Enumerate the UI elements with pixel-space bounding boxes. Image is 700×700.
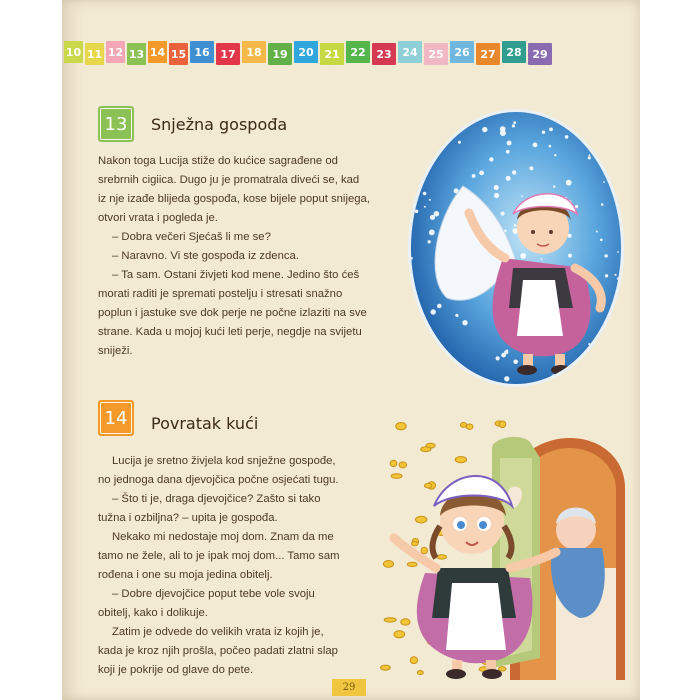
- snowflake: [575, 205, 578, 208]
- snowflake: [435, 148, 438, 151]
- snowflake: [435, 153, 437, 155]
- snowflake: [512, 124, 515, 127]
- snowflake: [521, 195, 523, 197]
- snowflake: [482, 127, 487, 132]
- chapter-tile-19: 19: [268, 43, 292, 65]
- snowflake: [494, 185, 499, 190]
- snowflake: [596, 231, 598, 233]
- gold-coin: [381, 665, 391, 670]
- snowflake: [578, 362, 582, 366]
- text-line: otvori vrata i pogleda je.: [98, 212, 218, 224]
- text-line: srebrnih cigiica. Dugo ju je promatrala diveći se, kad: [98, 174, 360, 186]
- text-line: Lucija je sretno živjela kod snježne gospođe,: [112, 455, 336, 467]
- snowflake: [501, 212, 505, 216]
- snowflake: [405, 207, 409, 211]
- snowflake: [506, 150, 510, 154]
- chapter-tile-17: 17: [216, 43, 240, 65]
- chapter-tile-22: 22: [346, 41, 370, 63]
- snowflake: [529, 166, 533, 170]
- snowflake: [472, 174, 476, 178]
- snowflake: [507, 141, 512, 146]
- snowflake: [603, 181, 605, 183]
- snowflake: [504, 376, 509, 381]
- snowflake: [409, 197, 412, 200]
- snowflake: [405, 281, 407, 283]
- snowflake: [416, 178, 420, 182]
- gold-coin: [394, 631, 405, 638]
- snowflake: [604, 254, 607, 257]
- snowflake: [462, 320, 467, 325]
- gold-coin: [437, 555, 447, 559]
- snowflake: [496, 356, 500, 360]
- chapter-13-number: 13: [100, 108, 132, 140]
- text-line: – Dobre djevojčice poput tebe vole svoju: [112, 588, 315, 600]
- chapter-14-number: 14: [100, 402, 132, 434]
- chapter-14-title: Povratak kući: [151, 414, 259, 433]
- chapter-tile-20: 20: [294, 41, 318, 63]
- snowflake: [429, 230, 435, 236]
- chapter-14-text: [98, 452, 340, 680]
- snowflake: [613, 331, 616, 334]
- snowflake: [470, 114, 474, 118]
- snow-girl-illustration: [405, 108, 627, 388]
- snowflake: [541, 258, 543, 260]
- page-number: 29: [332, 679, 366, 696]
- chapter-tile-14: 14: [148, 41, 167, 63]
- chapter-tile-10: 10: [64, 41, 83, 63]
- text-line: – Što ti je, draga djevojčice? Zašto si tako: [112, 493, 321, 505]
- snowflake: [501, 353, 506, 358]
- chapter-tile-25: 25: [424, 43, 448, 65]
- gold-coin: [412, 542, 418, 546]
- snowflake: [514, 224, 517, 227]
- snowflake: [513, 230, 517, 234]
- chapter-tile-11: 11: [85, 43, 104, 65]
- text-line: kada je kroz njih prošla, počeo padati zlatni slap: [98, 645, 338, 657]
- gold-coin: [401, 619, 410, 625]
- snowflake: [422, 152, 426, 156]
- snowflake: [588, 156, 591, 159]
- snowflake: [554, 154, 556, 156]
- gold-coin: [410, 657, 417, 664]
- text-line: strane. Kada u mojoj kući leti perje, negdje na svijetu: [98, 326, 362, 338]
- text-line: koji je pokrije od glave do pete.: [98, 664, 254, 676]
- snowflake: [423, 166, 425, 168]
- snowflake: [422, 126, 424, 128]
- snowflake: [421, 366, 424, 369]
- snowflake: [513, 360, 518, 365]
- text-line: tužna i ozbiljna? – upita je gospođa.: [98, 512, 278, 524]
- snowflake: [479, 171, 484, 176]
- chapter-tile-15: 15: [169, 43, 188, 65]
- golden-rain-illustration: [380, 418, 630, 680]
- snowflake: [542, 131, 545, 134]
- snowflake: [512, 170, 516, 174]
- gold-coin: [390, 460, 397, 466]
- text-line: Nakon toga Lucija stiže do kućice sagrađene od: [98, 155, 338, 167]
- text-line: no jednoga dana djevojčica počne osjećati tugu.: [98, 474, 339, 486]
- text-line: morati raditi je spremati postelju i stresati snažno: [98, 288, 343, 300]
- snowflake: [428, 240, 431, 243]
- chapter-tile-26: 26: [450, 41, 474, 63]
- snowflake: [455, 314, 458, 317]
- snowflake: [615, 274, 617, 276]
- gold-coin: [407, 562, 417, 566]
- snowflake: [605, 274, 608, 277]
- snowflake: [494, 193, 499, 198]
- snowflake: [617, 251, 619, 253]
- gold-coin: [391, 474, 402, 479]
- snowflake: [458, 121, 461, 124]
- snowflake: [506, 349, 508, 351]
- chapter-tile-29: 29: [528, 43, 552, 65]
- chapter-number-strip: [64, 41, 552, 65]
- snowflake: [506, 176, 511, 181]
- gold-coin: [421, 447, 431, 452]
- snowflake: [407, 326, 410, 329]
- snowflake: [600, 239, 603, 242]
- chapter-13-badge: [98, 106, 134, 142]
- snowflake: [549, 128, 553, 132]
- text-line: tamo ne žele, ali to je ipak moj dom... Tamo sam: [98, 550, 340, 562]
- snowflake: [421, 112, 425, 116]
- snowflake: [589, 154, 591, 156]
- gold-coin: [384, 618, 396, 622]
- snowflake: [434, 211, 440, 217]
- text-line: Nekako mi nedostaje moj dom. Znam da me: [112, 531, 334, 543]
- snowflake: [413, 368, 419, 374]
- chapter-tile-27: 27: [476, 43, 500, 65]
- text-line: – Naravno. Vi ste gospođa iz zdenca.: [112, 250, 299, 262]
- snowflake: [622, 283, 627, 288]
- text-line: obitelj, kako i dolikuje.: [98, 607, 208, 619]
- snowflake: [600, 372, 603, 375]
- snowflake: [458, 141, 461, 144]
- text-line: – Ta sam. Ostani živjeti kod mene. Jedino što ćeš: [112, 269, 360, 281]
- snowflake: [565, 135, 569, 139]
- snowflake: [415, 210, 419, 214]
- chapter-tile-21: 21: [320, 43, 344, 65]
- gold-coin: [466, 424, 473, 429]
- snowflake: [489, 157, 493, 161]
- text-line: iz nje izađe blijeda gospođa, kose bijele poput snijega,: [98, 193, 370, 205]
- snowflake: [568, 254, 572, 258]
- gold-coin: [417, 671, 423, 675]
- snowflake: [438, 364, 442, 368]
- snowflake: [423, 192, 427, 196]
- chapter-tile-16: 16: [190, 41, 214, 63]
- chapter-tile-23: 23: [372, 43, 396, 65]
- snowflake: [566, 180, 572, 186]
- chapter-tile-18: 18: [242, 41, 266, 63]
- chapter-14-badge: [98, 400, 134, 436]
- chapter-tile-13: 13: [127, 43, 146, 65]
- snowflake: [617, 365, 622, 370]
- snowflake: [437, 304, 442, 309]
- text-line: sniježi.: [98, 345, 133, 357]
- snowflake: [571, 125, 574, 128]
- gold-coin: [421, 547, 427, 553]
- gold-coin: [425, 483, 432, 488]
- snowflake: [603, 136, 606, 139]
- gold-coin: [416, 516, 427, 523]
- snowflake: [500, 126, 506, 132]
- snowflake: [431, 309, 436, 314]
- snowflake: [601, 203, 604, 206]
- gold-coin: [498, 667, 506, 671]
- snowflake: [420, 352, 424, 356]
- chapter-tile-12: 12: [106, 41, 125, 63]
- snowflake: [533, 143, 538, 148]
- gold-coin: [399, 462, 407, 468]
- gold-coin: [396, 423, 406, 430]
- snowflake: [405, 318, 409, 322]
- chapter-13-text: [98, 152, 370, 361]
- snowflake: [520, 253, 526, 259]
- gold-coin: [455, 457, 466, 463]
- snowflake: [553, 185, 555, 187]
- snowflake: [478, 115, 480, 117]
- snowflake: [624, 291, 626, 293]
- text-line: poplun i jastuke sve dok perje ne počne izlaziti na sve: [98, 307, 367, 319]
- text-line: – Dobra večeri Sjećaš li me se?: [112, 231, 271, 243]
- snowflake: [429, 357, 434, 362]
- text-line: Zatim je odvede do velikih vrata iz kojih je,: [112, 626, 324, 638]
- gold-coin: [499, 421, 506, 428]
- chapter-13-title: Snježna gospođa: [151, 115, 288, 134]
- snowflake: [549, 145, 552, 148]
- chapter-tile-24: 24: [398, 41, 422, 63]
- gold-coin: [383, 561, 393, 568]
- chapter-tile-28: 28: [502, 41, 526, 63]
- text-line: rođena i one su moja jedina obitelj.: [98, 569, 273, 581]
- snowflake: [424, 206, 426, 208]
- snowflake: [429, 199, 431, 201]
- snowflake: [513, 121, 516, 124]
